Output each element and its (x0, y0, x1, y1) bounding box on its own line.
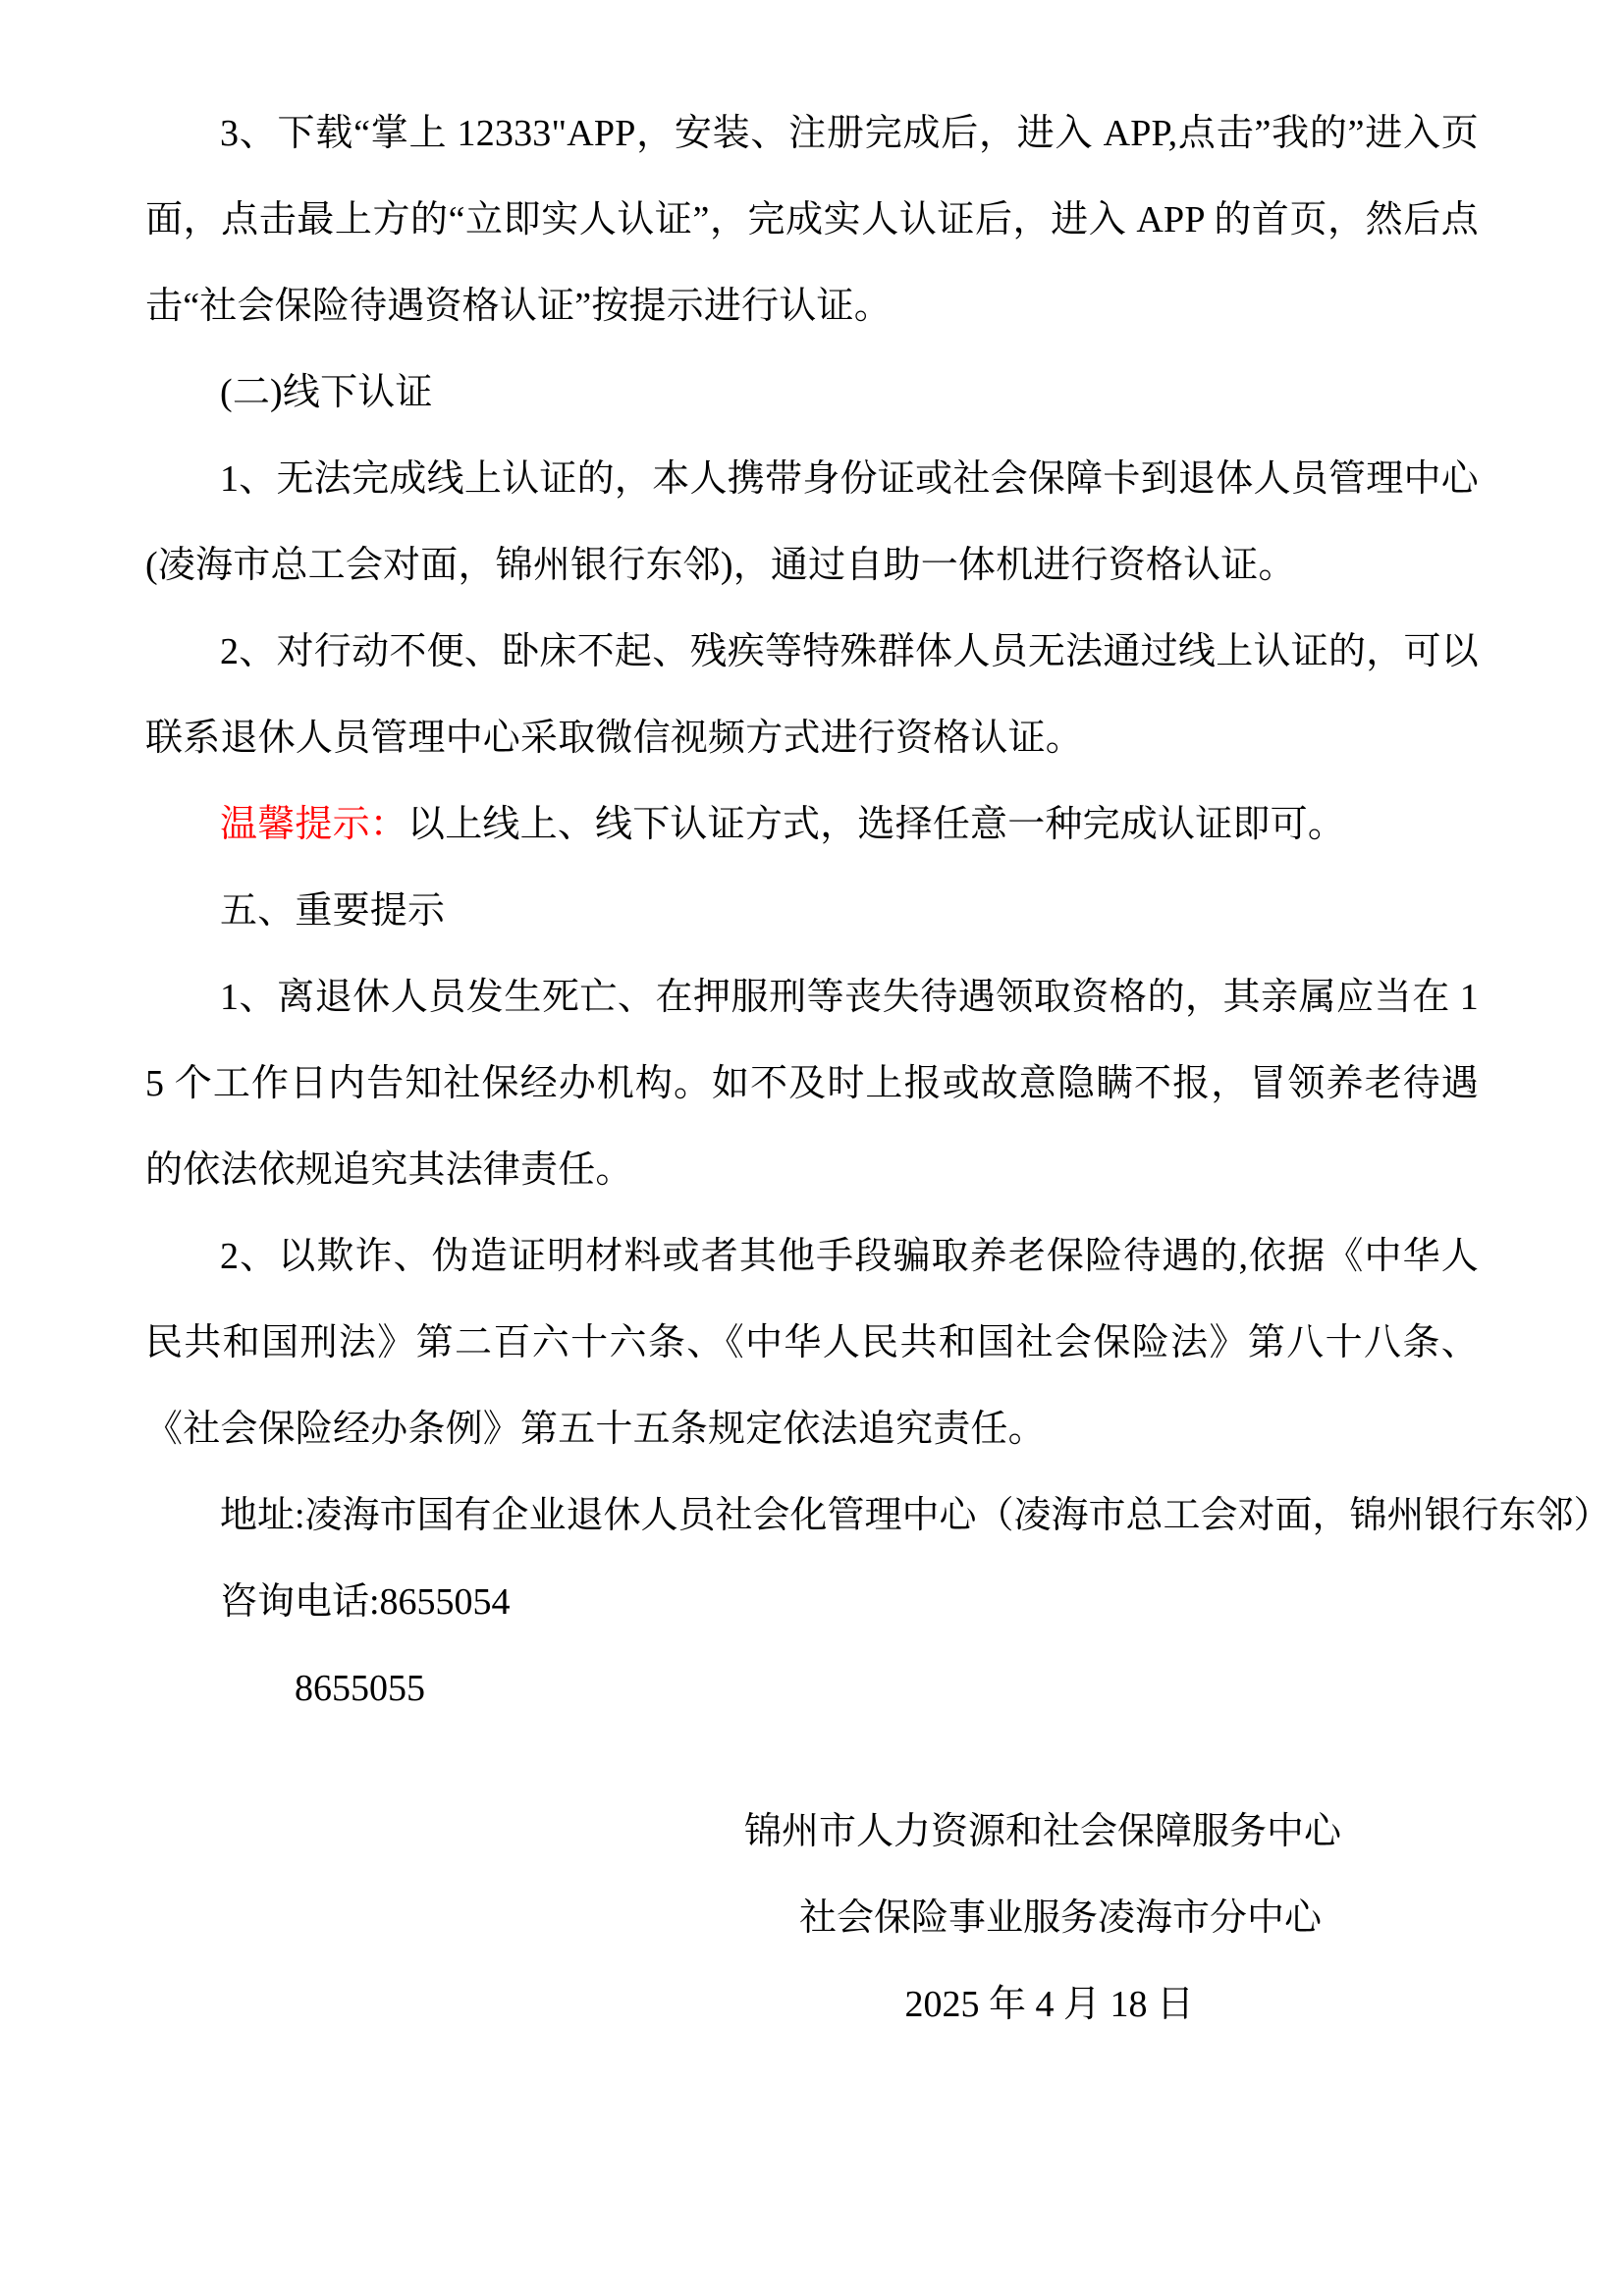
paragraph-important-item-1: 1、离退休人员发生死亡、在押服刑等丧失待遇领取资格的，其亲属应当在 15 个工作日内告知社保经办机构。如不及时上报或故意隐瞒不报，冒领养老待遇的依法依规追究其法律责任。 (145, 977, 1479, 1191)
paragraph-offline-item-1: 1、无法完成线上认证的，本人携带身份证或社会保障卡到退体人员管理中心(凌海市总工会对面，锦州银行东邻)，通过自助一体机进行资格认证。 (145, 458, 1479, 586)
heading-offline-authentication: (二)线下认证 (220, 372, 433, 413)
signature-organization-2: 社会保险事业服务凌海市分中心 (798, 1897, 1322, 1939)
contact-phone-primary: 咨询电话:8655054 (220, 1581, 511, 1623)
document-body (145, 90, 1611, 2048)
paragraph-important-item-2: 2、以欺诈、伪造证明材料或者其他手段骗取养老保险待遇的,依据《中华人民共和国刑法》第二百六十六条、《中华人民共和国社会保险法》第八十八条、《社会保险经办条例》第五十五条规定依法追究责任。 (145, 1236, 1479, 1450)
heading-important-notice: 五、重要提示 (220, 890, 446, 932)
warm-tip-text: 以上线上、线下认证方式，选择任意一种完成认证即可。 (407, 804, 1346, 845)
signature-block (145, 1789, 1479, 2048)
paragraph-offline-item-2: 2、对行动不便、卧床不起、残疾等特殊群体人员无法通过线上认证的，可以联系退休人员管理中心采取微信视频方式进行资格认证。 (145, 631, 1479, 759)
signature-date: 2025 年 4 月 18 日 (904, 1984, 1194, 2025)
signature-organization-1: 锦州市人力资源和社会保障服务中心 (743, 1811, 1341, 1852)
warm-tip-label: 温馨提示： (220, 804, 408, 845)
contact-phone-secondary: 8655055 (295, 1668, 425, 1709)
contact-address: 地址:凌海市国有企业退休人员社会化管理中心（凌海市总工会对面，锦州银行东邻） (220, 1495, 1611, 1536)
paragraph-online-step-3: 3、下载“掌上 12333"APP，安装、注册完成后，进入 APP,点击”我的”进入页面，点击最上方的“立即实人认证”，完成实人认证后，进入 APP 的首页，然后点击“社会保险待遇资格认证”按提示进行认证。 (145, 113, 1479, 327)
paragraph-warm-tip (145, 781, 1479, 868)
